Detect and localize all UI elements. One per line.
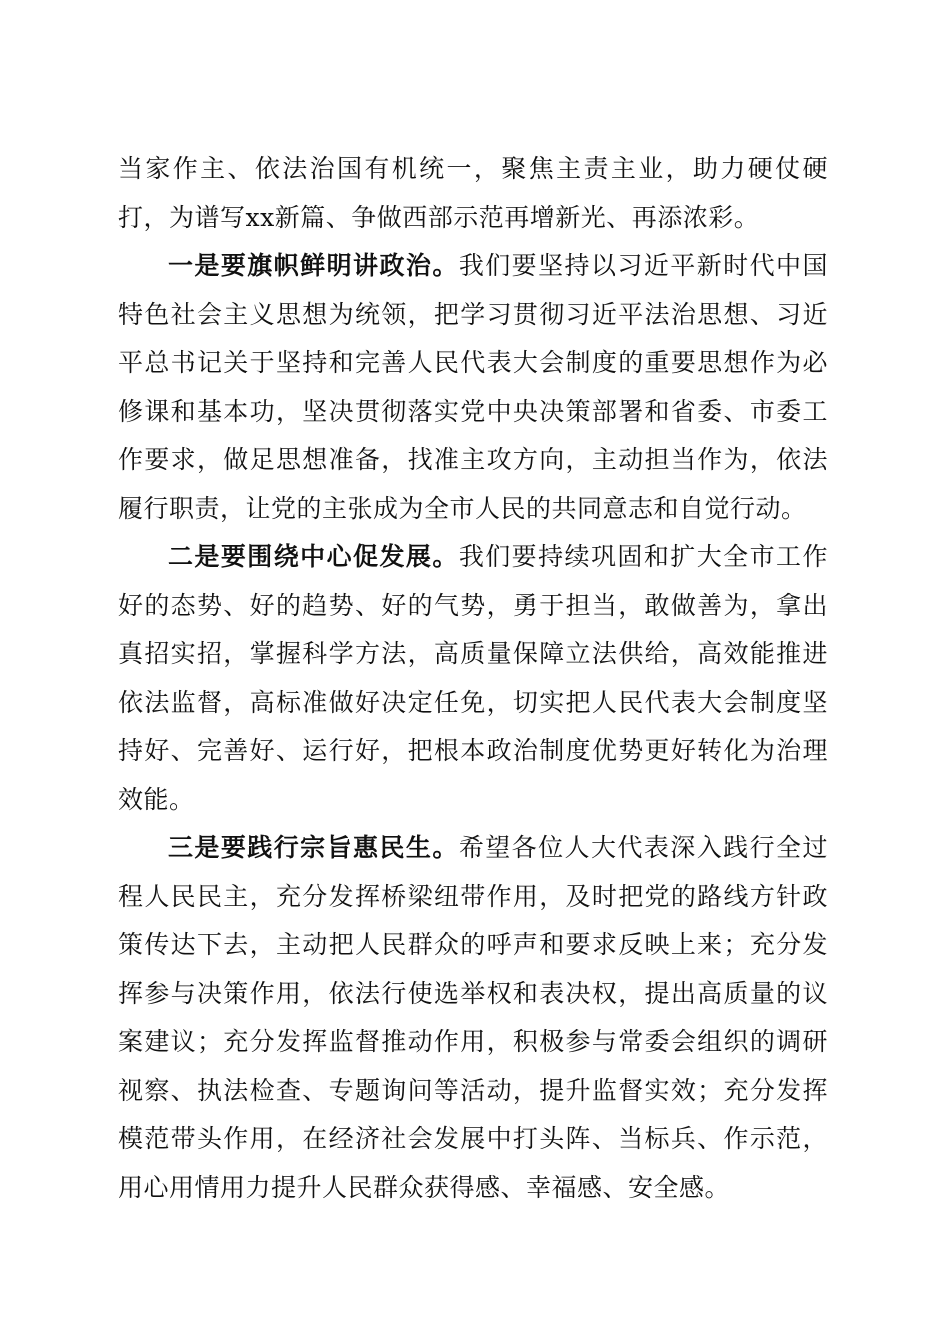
paragraph-lead: 一是要旗帜鲜明讲政治。	[168, 251, 459, 280]
paragraph-text: 当家作主、依法治国有机统一，聚焦主责主业，助力硬仗硬打，为谱写xx新篇、争做西部示范再增新光、再添浓彩。	[118, 154, 828, 232]
paragraph-text: 我们要坚持以习近平新时代中国特色社会主义思想为统领，把学习贯彻习近平法治思想、习近平总书记关于坚持和完善人民代表大会制度的重要思想作为必修课和基本功，坚决贯彻落实党中央决策部署和省委、市委工作要求，做足思想准备，找准主攻方向，主动担当作为，依法履行职责，让党的主张成为全市人民的共同意志和自觉行动。	[118, 251, 828, 523]
document-body	[118, 145, 828, 1212]
paragraph-lead: 三是要践行宗旨惠民生。	[168, 833, 459, 862]
paragraph-livelihood	[118, 824, 828, 1212]
paragraph-lead: 二是要围绕中心促发展。	[168, 542, 459, 571]
paragraph-politics	[118, 242, 828, 533]
paragraph-continuation	[118, 145, 828, 242]
paragraph-text: 我们要持续巩固和扩大全市工作好的态势、好的趋势、好的气势，勇于担当，敢做善为，拿出真招实招，掌握科学方法，高质量保障立法供给，高效能推进依法监督，高标准做好决定任免，切实把人民代表大会制度坚持好、完善好、运行好，把根本政治制度优势更好转化为治理效能。	[118, 542, 828, 814]
paragraph-text: 希望各位人大代表深入践行全过程人民民主，充分发挥桥梁纽带作用，及时把党的路线方针政策传达下去，主动把人民群众的呼声和要求反映上来；充分发挥参与决策作用，依法行使选举权和表决权，提出高质量的议案建议；充分发挥监督推动作用，积极参与常委会组织的调研视察、执法检查、专题询问等活动，提升监督实效；充分发挥模范带头作用，在经济社会发展中打头阵、当标兵、作示范，用心用情用力提升人民群众获得感、幸福感、安全感。	[118, 833, 828, 1202]
paragraph-development	[118, 533, 828, 824]
